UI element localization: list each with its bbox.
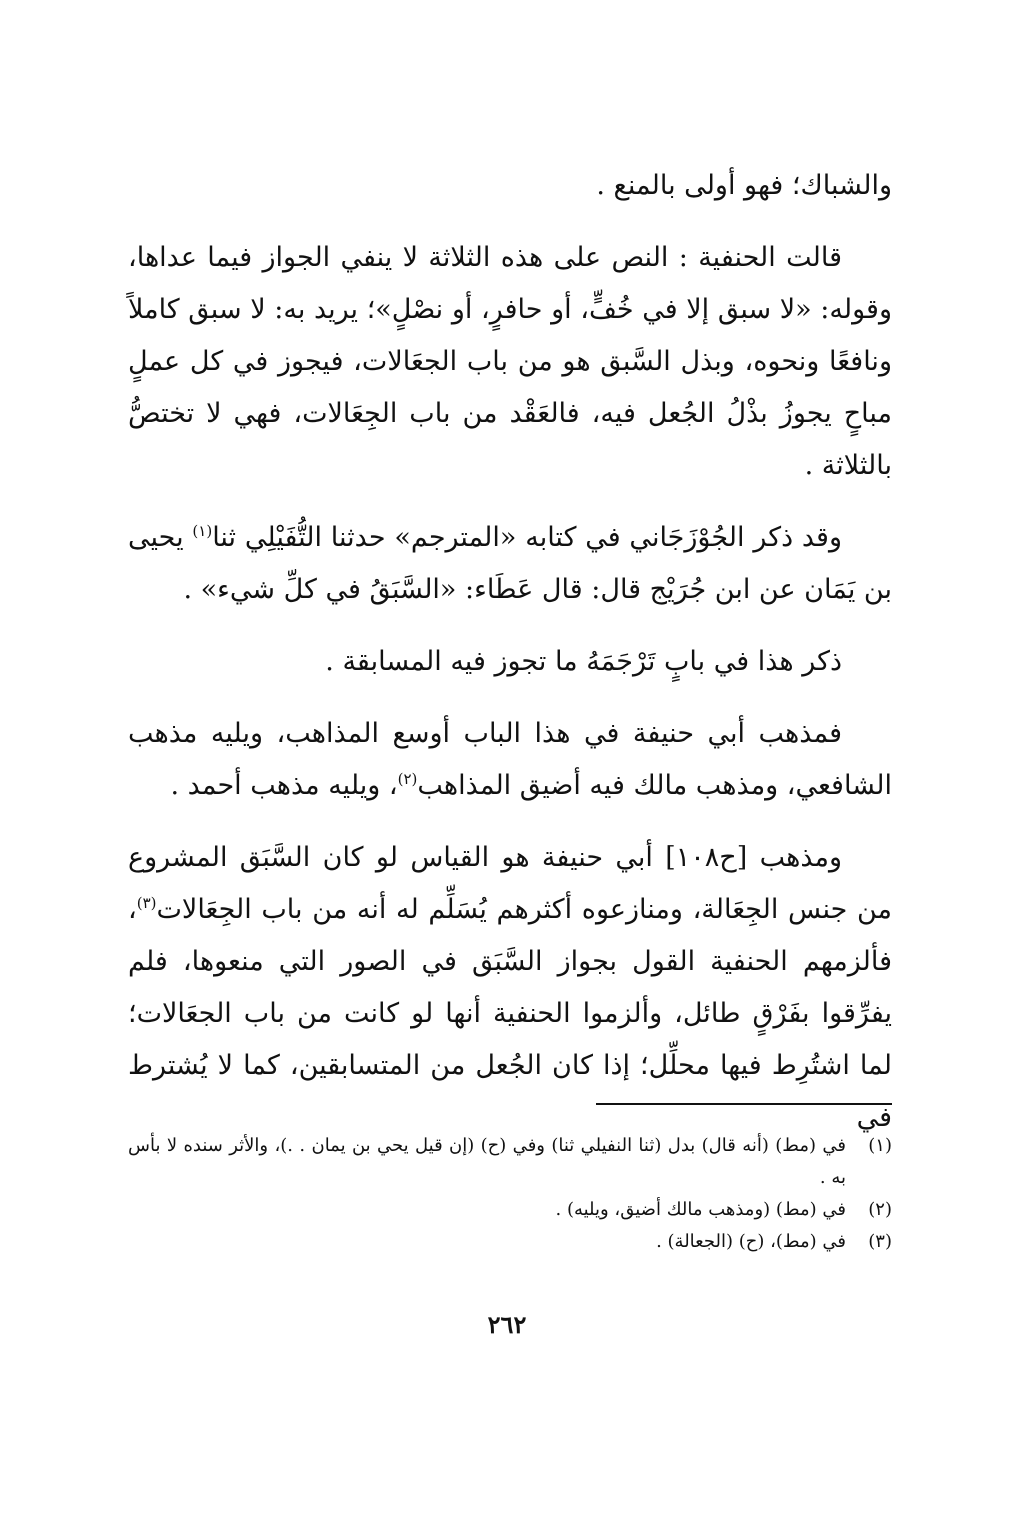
paragraph-madhhabs (128, 708, 892, 812)
footnote-text: في (مط)، (ح) (الجعالة) . (656, 1231, 846, 1252)
paragraph-text: يحيى بن يَمَان عن ابن جُرَيْج قال: قال عَطَاء: «السَّبَقُ في كلِّ شيء» . (128, 522, 892, 605)
paragraph-text: ، فألزمهم الحنفية القول بجواز السَّبَق في الصور التي منعوها، فلم يفرِّقوا بفَرْقٍ طائل، وألزموا الحنفية أنها لو كانت من باب الجعَالات؛ لما اشتُرِط فيها محلِّل؛ إذا كان الجُعل من المتسابقين، كما لا يُشترط في (128, 894, 892, 1133)
footnote-number: (٣) (868, 1231, 892, 1252)
paragraph-text: فمذهب أبي حنيفة في هذا الباب أوسع المذاهب، ويليه مذهب الشافعي، ومذهب مالك فيه أضيق المذاهب (128, 718, 892, 801)
paragraph-jawzajani (128, 512, 892, 616)
footnote-number: (١) (868, 1135, 892, 1156)
footnote-ref-2[interactable]: (٢) (397, 770, 418, 788)
footnote-1 (128, 1130, 892, 1194)
footnote-text: في (مط) (أنه قال) بدل (ثنا النفيلي ثنا) وفي (ح) (إن قيل يحي بن يمان . .)، والأثر سنده لا بأس به . (128, 1135, 846, 1188)
paragraph-continuation: والشباك؛ فهو أولى بالمنع . (596, 170, 892, 201)
paragraph-hanafi-view: قالت الحنفية : النص على هذه الثلاثة لا ينفي الجواز فيما عداها، وقوله: «لا سبق إلا في خُفٍّ، أو حافرٍ، أو نصْلٍ»؛ يريد به: لا سبق كاملاً ونافعًا ونحوه، وبذل السَّبق هو من باب الجعَالات، فيجوز في كل عملٍ مباحٍ يجوزُ بذْلُ الجُعل فيه، فالعَقْد من باب الجِعَالات، فهي لا تختصُّ بالثلاثة . (128, 242, 892, 481)
paragraph-text: وقد ذكر الجُوْزَجَاني في كتابه «المترجم» حدثنا التُّفَيْلِي ثنا (212, 522, 843, 553)
paragraph-qiyas (128, 832, 892, 1144)
footnotes (128, 1130, 892, 1258)
footnote-2 (128, 1194, 892, 1226)
paragraph-text: ومذهب [ح١٠٨] أبي حنيفة هو القياس لو كان السَّبَق المشروع من جنس الجِعَالة، ومنازعوه أكثرهم يُسَلِّم له أنه من باب الجِعَالات (128, 842, 892, 925)
footnote-3 (128, 1226, 892, 1258)
footnote-separator (596, 1103, 892, 1105)
paragraph-chapter-note: ذكر هذا في بابٍ تَرْجَمَهُ ما تجوز فيه المسابقة . (325, 646, 842, 677)
page-number: ٢٦٢ (487, 1310, 527, 1339)
footnote-ref-3[interactable]: (٣) (136, 894, 157, 912)
footnote-text: في (مط) (ومذهب مالك أضيق، ويليه) . (555, 1199, 846, 1220)
paragraph-text: ، ويليه مذهب أحمد . (170, 770, 398, 801)
main-text (128, 160, 892, 1164)
footnote-number: (٢) (868, 1199, 892, 1220)
footnote-ref-1[interactable]: (١) (192, 522, 213, 540)
